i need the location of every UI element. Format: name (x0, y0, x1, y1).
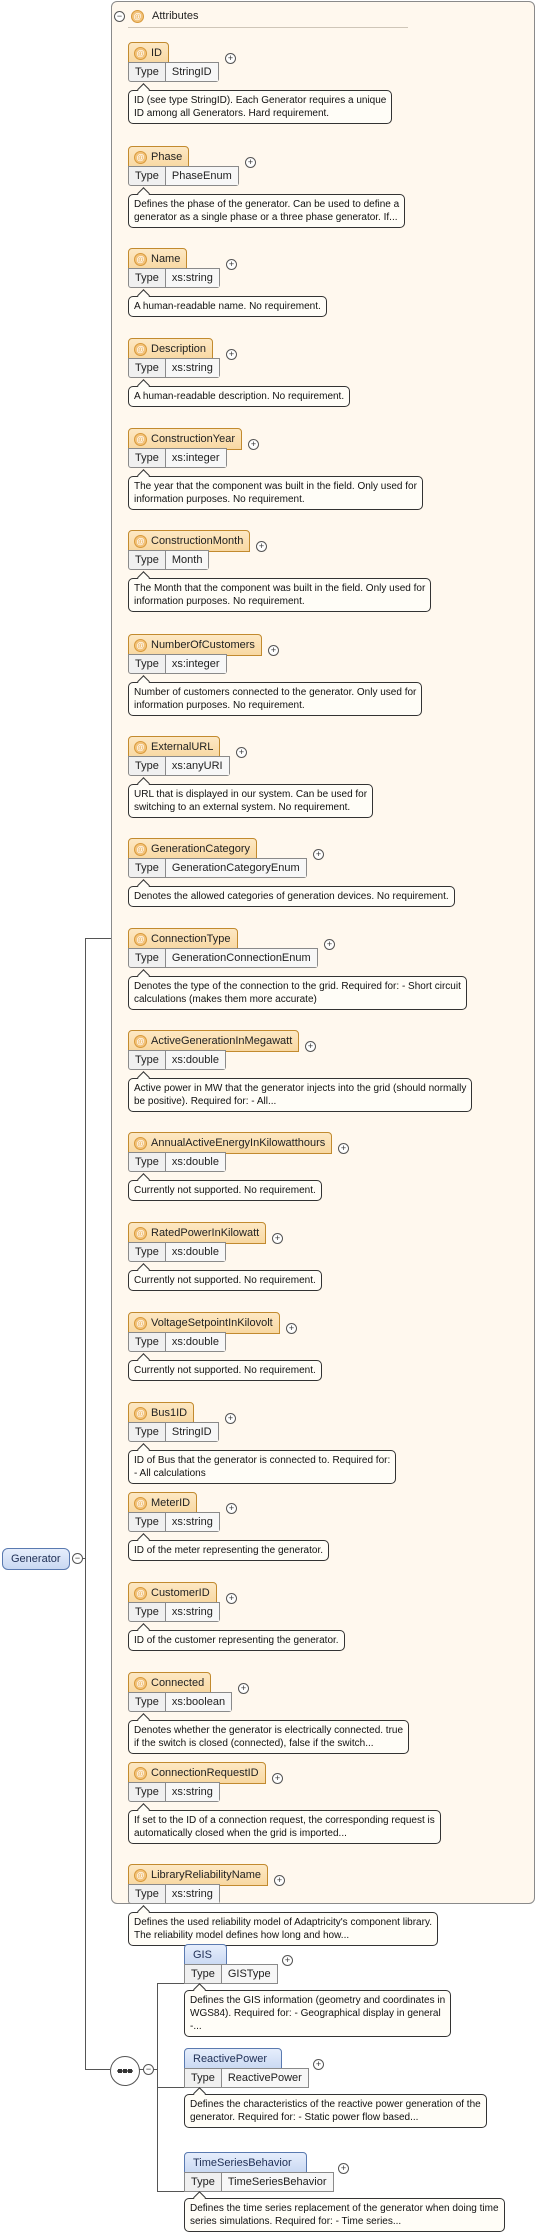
type-value: Month (166, 551, 209, 569)
sequence-collapse-icon[interactable]: − (143, 2064, 154, 2075)
description-line: calculations (makes them more accurate) (134, 994, 317, 1005)
description-line: Denotes the type of the connection to the grid. Required for: - Short circuit (134, 981, 461, 992)
expand-plus-icon[interactable]: + (313, 2059, 324, 2070)
connector-to-sequence (85, 2069, 110, 2070)
attribute-icon: @ (134, 47, 147, 60)
attribute-type-box (128, 654, 227, 674)
root-collapse-icon[interactable]: − (72, 1553, 83, 1564)
attribute-name-box[interactable] (128, 1132, 332, 1154)
description-line: generator as a single phase or a three phase generator. If... (134, 212, 398, 223)
attribute-description (128, 886, 455, 907)
attribute-name-box[interactable] (128, 736, 220, 758)
attribute-icon: @ (134, 933, 147, 946)
attribute-icon: @ (134, 1497, 147, 1510)
description-line: A human-readable name. No requirement. (134, 301, 321, 312)
attribute-icon: @ (134, 1317, 147, 1330)
attribute-name-box[interactable] (128, 1402, 194, 1424)
type-key: Type (129, 1333, 166, 1351)
expand-plus-icon[interactable]: + (338, 2163, 349, 2174)
expand-plus-icon[interactable]: + (286, 1323, 297, 1334)
attribute-type-box (128, 1050, 226, 1070)
description-line: Defines the characteristics of the reactive power generation of the (190, 2099, 481, 2110)
type-key: Type (129, 1153, 166, 1171)
type-key: Type (129, 167, 166, 185)
type-key: Type (129, 1051, 166, 1069)
attribute-name-box[interactable] (128, 1222, 266, 1244)
attribute-name: GenerationCategory (151, 843, 251, 855)
type-value: ReactivePower (222, 2069, 308, 2087)
attribute-name-box[interactable] (128, 928, 238, 950)
type-value: GenerationCategoryEnum (166, 859, 306, 877)
attribute-name-box[interactable] (128, 42, 169, 64)
attribute-icon: @ (134, 1587, 147, 1600)
attribute-icon: @ (134, 1035, 147, 1048)
attribute-name-box[interactable] (128, 1672, 211, 1694)
type-value: xs:string (166, 1513, 219, 1531)
attribute-name: ConstructionYear (151, 433, 235, 445)
attribute-type-box (128, 1422, 219, 1442)
attribute-icon: @ (134, 343, 147, 356)
attribute-description (128, 194, 405, 228)
type-value: xs:integer (166, 655, 226, 673)
attribute-description (128, 1540, 329, 1561)
expand-plus-icon[interactable]: + (226, 259, 237, 270)
element-type-box (184, 2068, 309, 2088)
attribute-icon: @ (134, 433, 147, 446)
type-value: StringID (166, 63, 218, 81)
attribute-description (128, 1450, 396, 1484)
description-line: switching to an external system. No requirement. (134, 802, 351, 813)
attribute-name: ConstructionMonth (151, 535, 244, 547)
attribute-icon: @ (134, 1869, 147, 1882)
description-line: generator. Required for: - Static power flow based... (190, 2112, 419, 2123)
type-key: Type (129, 1693, 166, 1711)
type-value: xs:integer (166, 449, 226, 467)
attribute-icon: @ (134, 253, 147, 266)
description-line: ID (see type StringID). Each Generator requires a unique (134, 95, 387, 106)
attribute-name: Description (151, 343, 207, 355)
element-name-box[interactable] (184, 2048, 282, 2070)
expand-plus-icon[interactable]: + (248, 439, 259, 450)
description-line: automatically closed when the grid is imported... (134, 1828, 347, 1839)
attribute-type-box (128, 1884, 220, 1904)
type-key: Type (129, 949, 166, 967)
expand-plus-icon[interactable]: + (324, 939, 335, 950)
attribute-type-box (128, 1602, 220, 1622)
type-key: Type (129, 1783, 166, 1801)
description-line: if the switch is closed (connected), false if the switch... (134, 1738, 374, 1749)
attribute-name-box[interactable] (128, 428, 242, 450)
attribute-icon: @ (134, 151, 147, 164)
type-key: Type (129, 359, 166, 377)
element-type-box (184, 2172, 334, 2192)
description-line: information purposes. No requirement. (134, 494, 305, 505)
attribute-name: LibraryReliabilityName (151, 1869, 262, 1881)
description-line: The year that the component was built in the field. Only used for (134, 481, 417, 492)
type-value: xs:string (166, 359, 219, 377)
attribute-name: ID (151, 47, 162, 59)
expand-plus-icon[interactable]: + (238, 1683, 249, 1694)
attribute-type-box (128, 1332, 226, 1352)
type-value: xs:string (166, 269, 219, 287)
description-line: A human-readable description. No requirement. (134, 391, 345, 402)
description-line: Active power in MW that the generator injects into the grid (should normally (134, 1083, 467, 1094)
type-key: Type (129, 1243, 166, 1261)
attribute-icon: @ (134, 1227, 147, 1240)
description-line: be positive). Required for: - All... (134, 1096, 277, 1107)
attribute-type-box (128, 166, 239, 186)
attribute-name-box[interactable] (128, 1864, 268, 1886)
type-value: xs:string (166, 1783, 219, 1801)
attribute-name: Name (151, 253, 181, 265)
description-line: The Month that the component was built in the field. Only used for (134, 583, 426, 594)
type-value: PhaseEnum (166, 167, 238, 185)
attribute-name: VoltageSetpointInKilovolt (151, 1317, 273, 1329)
attribute-type-box (128, 1782, 220, 1802)
connector-trunk (85, 938, 86, 2070)
expand-plus-icon[interactable]: + (305, 1041, 316, 1052)
type-key: Type (129, 269, 166, 287)
attribute-description (128, 296, 327, 317)
attribute-type-box (128, 448, 227, 468)
expand-plus-icon[interactable]: + (313, 849, 324, 860)
attribute-description (128, 1630, 345, 1651)
type-value: GISType (222, 1965, 277, 1983)
description-line: Currently not supported. No requirement. (134, 1275, 316, 1286)
element-name: GIS (193, 1949, 212, 1961)
element-name: TimeSeriesBehavior (193, 2157, 292, 2169)
attribute-icon: @ (134, 535, 147, 548)
attribute-description (128, 476, 423, 510)
description-line: - All calculations (134, 1468, 206, 1479)
type-key: Type (129, 1423, 166, 1441)
description-line: ID of the meter representing the generator. (134, 1545, 323, 1556)
attribute-name: Phase (151, 151, 183, 163)
attribute-type-box (128, 358, 220, 378)
attribute-description (128, 1912, 438, 1946)
expand-plus-icon[interactable]: + (236, 747, 247, 758)
type-value: GenerationConnectionEnum (166, 949, 317, 967)
attribute-type-box (128, 858, 307, 878)
description-line: series simulations. Required for: - Time series... (190, 2216, 402, 2227)
attribute-name: ConnectionRequestID (151, 1767, 259, 1779)
type-key: Type (185, 2069, 222, 2087)
type-key: Type (129, 859, 166, 877)
attribute-name-box[interactable] (128, 634, 262, 656)
description-line: WGS84). Required for: - Geographical display in general (190, 2008, 441, 2019)
type-value: xs:double (166, 1051, 225, 1069)
description-line: ID among all Generators. Hard requirement. (134, 108, 330, 119)
attribute-group-icon: @ (131, 10, 144, 23)
type-key: Type (129, 551, 166, 569)
expand-plus-icon[interactable]: + (226, 1593, 237, 1604)
attribute-description (128, 90, 392, 124)
type-key: Type (129, 1513, 166, 1531)
attribute-icon: @ (134, 741, 147, 754)
type-value: xs:string (166, 1603, 219, 1621)
element-name-box[interactable] (184, 1944, 227, 1966)
attribute-name: MeterID (151, 1497, 191, 1509)
attribute-description (128, 1360, 322, 1381)
type-value: TimeSeriesBehavior (222, 2173, 333, 2191)
attribute-description (128, 1180, 322, 1201)
description-line: Denotes the allowed categories of generation devices. No requirement. (134, 891, 449, 902)
attribute-name: Connected (151, 1677, 205, 1689)
description-line: information purposes. No requirement. (134, 700, 305, 711)
attribute-type-box (128, 948, 318, 968)
expand-plus-icon[interactable]: + (245, 157, 256, 168)
attribute-icon: @ (134, 639, 147, 652)
element-name: ReactivePower (193, 2053, 267, 2065)
attribute-name-box[interactable] (128, 146, 189, 168)
attribute-icon: @ (134, 1137, 147, 1150)
attribute-type-box (128, 756, 230, 776)
attribute-type-box (128, 1242, 226, 1262)
attribute-icon: @ (134, 1677, 147, 1690)
type-key: Type (129, 655, 166, 673)
attribute-name-box[interactable] (128, 1762, 266, 1784)
element-description (184, 1990, 451, 2037)
attribute-type-box (128, 1512, 220, 1532)
attribute-name-box[interactable] (128, 1492, 197, 1514)
attribute-description (128, 1810, 441, 1844)
type-key: Type (185, 2173, 222, 2191)
attribute-type-box (128, 1152, 226, 1172)
root-label: Generator (11, 1553, 61, 1565)
attribute-description (128, 1720, 409, 1754)
attribute-description (128, 1270, 322, 1291)
description-line: Currently not supported. No requirement. (134, 1185, 316, 1196)
connector-to-timeseries (157, 2191, 184, 2192)
expand-plus-icon[interactable]: + (268, 645, 279, 656)
attribute-name-box[interactable] (128, 1582, 217, 1604)
attribute-name-box[interactable] (128, 248, 187, 270)
attributes-header-divider (128, 27, 408, 28)
attributes-header: Attributes (152, 10, 199, 22)
connector-to-reactivepower (157, 2087, 184, 2088)
expand-plus-icon[interactable]: + (338, 1143, 349, 1154)
expand-plus-icon[interactable]: + (225, 1413, 236, 1424)
description-line: ID of the customer representing the generator. (134, 1635, 339, 1646)
connector-to-attributes (85, 938, 111, 939)
description-line: Defines the time series replacement of the generator when doing time (190, 2203, 499, 2214)
attribute-icon: @ (134, 843, 147, 856)
attribute-description (128, 1078, 472, 1112)
description-line: -... (190, 2021, 202, 2032)
attribute-description (128, 578, 431, 612)
type-value: xs:double (166, 1243, 225, 1261)
attribute-name: Bus1ID (151, 1407, 188, 1419)
description-line: Defines the phase of the generator. Can be used to define a (134, 199, 400, 210)
attribute-type-box (128, 268, 220, 288)
type-key: Type (129, 757, 166, 775)
attribute-icon: @ (134, 1767, 147, 1780)
type-key: Type (129, 1603, 166, 1621)
type-key: Type (185, 1965, 222, 1983)
type-key: Type (129, 449, 166, 467)
type-value: xs:double (166, 1333, 225, 1351)
attribute-icon: @ (134, 1407, 147, 1420)
description-line: Currently not supported. No requirement. (134, 1365, 316, 1376)
attribute-description (128, 976, 467, 1010)
type-value: StringID (166, 1423, 218, 1441)
attribute-name: CustomerID (151, 1587, 210, 1599)
attribute-name: ExternalURL (151, 741, 214, 753)
attribute-name: RatedPowerInKilowatt (151, 1227, 260, 1239)
type-value: xs:boolean (166, 1693, 231, 1711)
type-value: xs:string (166, 1885, 219, 1903)
element-name-box[interactable] (184, 2152, 307, 2174)
attribute-name-box[interactable] (128, 838, 257, 860)
connector-to-gis (157, 1983, 184, 1984)
expand-plus-icon[interactable]: + (282, 1955, 293, 1966)
attribute-type-box (128, 550, 209, 570)
attribute-name-box[interactable] (128, 338, 213, 360)
element-description (184, 2198, 505, 2232)
attribute-name-box[interactable] (128, 530, 250, 552)
expand-plus-icon[interactable]: + (256, 541, 267, 552)
description-line: information purposes. No requirement. (134, 596, 305, 607)
description-line: Defines the used reliability model of Adaptricity's component library. (134, 1917, 432, 1928)
type-key: Type (129, 1885, 166, 1903)
attribute-name: NumberOfCustomers (151, 639, 255, 651)
expand-plus-icon[interactable]: + (274, 1875, 285, 1886)
attribute-name-box[interactable] (128, 1312, 280, 1334)
description-line: Defines the GIS information (geometry and coordinates in (190, 1995, 446, 2006)
root-element[interactable] (2, 1548, 70, 1570)
attribute-type-box (128, 62, 219, 82)
element-description (184, 2094, 487, 2128)
attributes-collapse-icon[interactable]: − (114, 11, 125, 22)
attribute-name-box[interactable] (128, 1030, 299, 1052)
element-type-box (184, 1964, 278, 1984)
attribute-name: ActiveGenerationInMegawatt (151, 1035, 293, 1047)
attribute-type-box (128, 1692, 232, 1712)
attribute-name: ConnectionType (151, 933, 231, 945)
expand-plus-icon[interactable]: + (226, 349, 237, 360)
expand-plus-icon[interactable]: + (226, 1503, 237, 1514)
attribute-description (128, 386, 350, 407)
description-line: URL that is displayed in our system. Can be used for (134, 789, 368, 800)
type-value: xs:anyURI (166, 757, 229, 775)
attribute-name: AnnualActiveEnergyInKilowatthours (151, 1137, 326, 1149)
description-line: Number of customers connected to the generator. Only used for (134, 687, 417, 698)
type-key: Type (129, 63, 166, 81)
description-line: If set to the ID of a connection request, the corresponding request is (134, 1815, 435, 1826)
expand-plus-icon[interactable]: + (272, 1773, 283, 1784)
attribute-description (128, 682, 422, 716)
sequence-icon[interactable] (110, 2056, 140, 2086)
attribute-description (128, 784, 373, 818)
description-line: ID of Bus that the generator is connected to. Required for: (134, 1455, 391, 1466)
type-value: xs:double (166, 1153, 225, 1171)
description-line: The reliability model defines how long and how... (134, 1930, 350, 1941)
expand-plus-icon[interactable]: + (272, 1233, 283, 1244)
expand-plus-icon[interactable]: + (225, 53, 236, 64)
description-line: Denotes whether the generator is electrically connected. true (134, 1725, 404, 1736)
